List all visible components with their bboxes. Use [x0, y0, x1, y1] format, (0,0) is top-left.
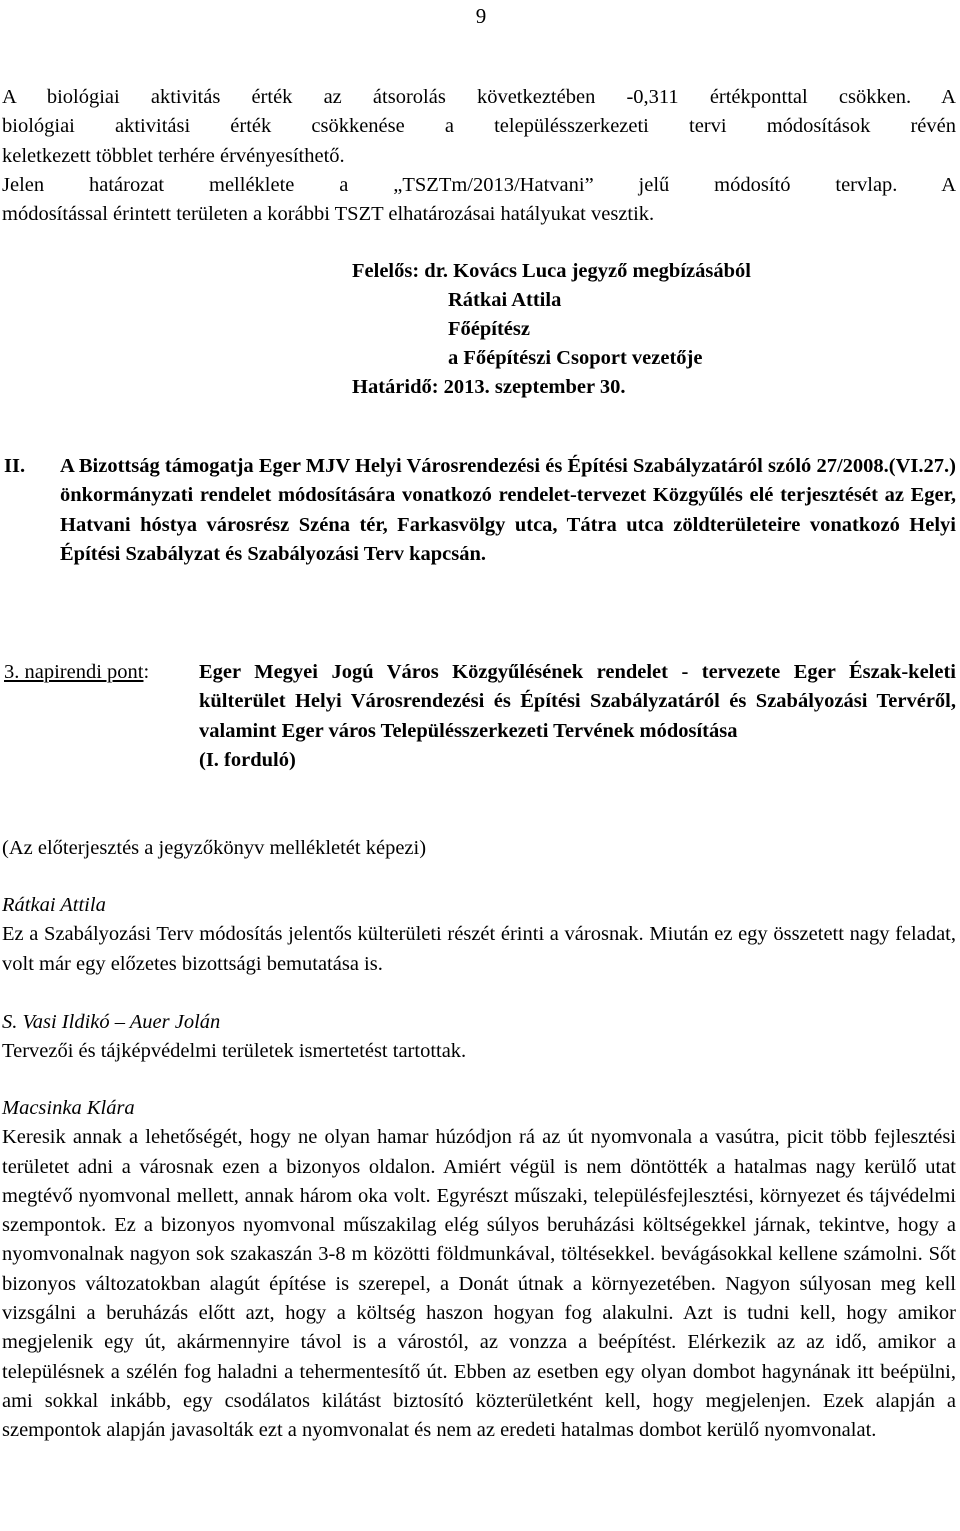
speaker-name: Macsinka Klára — [2, 1097, 135, 1119]
statement-text: Ez a Szabályozási Terv módosítás jelentős külterületi részét érinti a városnak. Miután ez egy összetett nagy feladat, volt már egy előzetes bizottsági bemutatása is. — [2, 923, 956, 975]
agenda-round: (I. forduló) — [199, 748, 296, 771]
responsible-title: Főépítész — [448, 318, 530, 340]
paragraph-line: módosítással érintett területen a korábbi TSZT elhatározásai hatályukat vesztik. — [2, 203, 655, 226]
statement — [2, 1008, 956, 1067]
statement — [2, 891, 956, 979]
resolution-item-2 — [2, 452, 956, 569]
agenda-colon: : — [143, 661, 150, 683]
paragraph-line: Jelen határozat melléklete a „TSZTm/2013/Hatvani” jelű módosító tervlap. A — [2, 173, 956, 196]
speaker-name: Rátkai Attila — [2, 894, 106, 916]
agenda-item — [2, 658, 956, 775]
paragraph-line: A biológiai aktivitás érték az átsorolás következtében -0,311 értékponttal csökken. A — [2, 86, 956, 108]
deadline: Határidő: 2013. szeptember 30. — [352, 376, 626, 398]
speaker-name: S. Vasi Ildikó – Auer Jolán — [2, 1011, 221, 1033]
resolution-paragraph — [2, 83, 956, 229]
paragraph-line: biológiai aktivitási érték csökkenése a településszerkezeti tervi módosítások révén — [2, 115, 956, 138]
responsible-name: Rátkai Attila — [448, 289, 562, 311]
page-number: 9 — [475, 4, 487, 28]
agenda-label-text: 3. napirendi pont — [4, 661, 144, 683]
statement — [2, 1094, 956, 1446]
agenda-title: Eger Megyei Jogú Város Közgyűlésének rendelet - tervezete Eger Észak-keleti külterület Helyi Városrendezési és Építési Szabályzatáról és Szabályozási Tervéről, valamint Eger város Településszerkezeti Tervének módosítása — [199, 661, 956, 742]
attachment-note: (Az előterjesztés a jegyzőkönyv mellékletét képezi) — [2, 837, 427, 859]
responsible-line: Felelős: dr. Kovács Luca jegyző megbízásából — [352, 260, 751, 282]
item-text: A Bizottság támogatja Eger MJV Helyi Városrendezési és Építési Szabályzatáról szóló 27/2008.(VI.27.) önkormányzati rendelet módosítására vonatkozó rendelet-tervezet Közgyűlés elé terjesztését az Eger, Hatvani hóstya városrész Széna tér, Farkasvölgy utca, Tátra utca zöldterületeire vonatkozó Helyi Építési Szabályzat és Szabályozási Terv kapcsán. — [60, 455, 956, 565]
agenda-label — [4, 658, 149, 687]
paragraph-line: keletkezett többlet terhére érvényesíthető. — [2, 144, 345, 167]
item-number: II. — [4, 455, 26, 477]
responsible-role: a Főépítészi Csoport vezetője — [448, 347, 703, 369]
statement-text: Tervezői és tájképvédelmi területek ismertetést tartottak. — [2, 1040, 467, 1063]
statement-text: Keresik annak a lehetőségét, hogy ne olyan hamar húzódjon rá az út nyomvonala a vasútra, picit több fejlesztési területet adni a városnak ezen a bizonyos oldalon. Amiért végül is nem döntötték a hatalmas nagy kerülő utat megtévő nyomvonal mellett, annak három oka volt. Egyrészt műszaki, településfejlesztési, környezet és tájvédelmi szempontok. Ez a bizonyos nyomvonal műszakilag elég súlyos beruházási költségekkel járnak, tekintve, hogy a nyomvonalnak nagyon sok szakaszán 3-8 m közötti földmunkával, töltésekkel. bevágásokkal kellene számolni. Sőt bizonyos változatokban alagút építése is szerepel, a Donát útnak a környezetében. Nagyon súlyosan meg kell vizsgálni a beruházás előtt azt, hogy a költség haszon hogyan fog alakulni. Azt is tudni kell, hogy amikor megjelenik egy út, akármennyire távol is a várostól, az vonzza a beépítést. Elérkezik az az idő, amikor a településnek a szélén fog haladni a tehermentesítő út. Ebben az esetben egy olyan dombot hagynának itt beépülni, ami sokkal inkább, egy csodálatos kilátást biztosító közterületként kell, hogy megjelenjen. Ezek alapján a szempontok alapján javasolták ezt a nyomvonalat és nem az eredeti hatalmas dombot kerülő nyomvonalat. — [2, 1126, 956, 1442]
responsible-block — [352, 257, 751, 402]
